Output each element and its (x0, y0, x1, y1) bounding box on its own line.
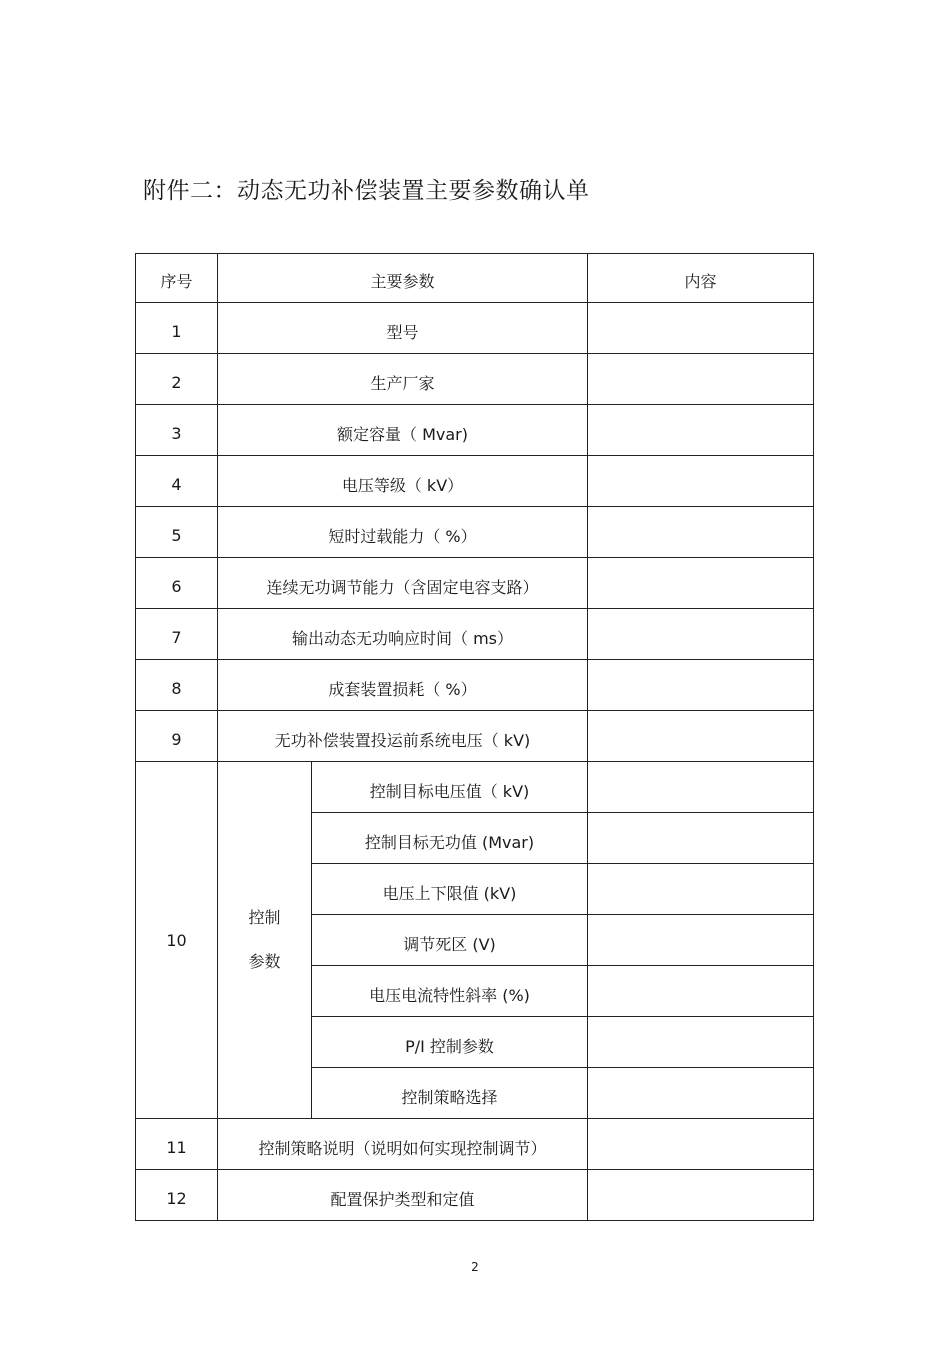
sub-parameter: 调节死区 (V) (312, 915, 588, 966)
row-index: 9 (136, 711, 218, 762)
row-content-cell[interactable] (588, 609, 814, 660)
sub-parameter: 控制目标无功值 (Mvar) (312, 813, 588, 864)
table-row (136, 711, 814, 762)
row-parameter: 成套装置损耗（ %） (218, 660, 588, 711)
row-index: 5 (136, 507, 218, 558)
sub-parameter: P/I 控制参数 (312, 1017, 588, 1068)
sub-parameter: 控制目标电压值（ kV) (312, 762, 588, 813)
row-index: 8 (136, 660, 218, 711)
parameter-table (135, 253, 814, 1221)
row-content-cell[interactable] (588, 966, 814, 1017)
row-parameter: 无功补偿装置投运前系统电压（ kV) (218, 711, 588, 762)
table-row (136, 507, 814, 558)
sub-parameter: 控制策略选择 (312, 1068, 588, 1119)
row-parameter: 连续无功调节能力（含固定电容支路） (218, 558, 588, 609)
header-index: 序号 (136, 254, 218, 303)
row-index: 1 (136, 303, 218, 354)
group-label-line: 控制 (248, 908, 281, 927)
row-content-cell[interactable] (588, 1017, 814, 1068)
row-content-cell[interactable] (588, 507, 814, 558)
table-row (136, 405, 814, 456)
row-index: 7 (136, 609, 218, 660)
table-row (136, 303, 814, 354)
row-content-cell[interactable] (588, 1119, 814, 1170)
row-content-cell[interactable] (588, 1170, 814, 1221)
row-content-cell[interactable] (588, 1068, 814, 1119)
table-row (136, 1119, 814, 1170)
table-row (136, 609, 814, 660)
row-content-cell[interactable] (588, 660, 814, 711)
table-row (136, 1170, 814, 1221)
row-index: 3 (136, 405, 218, 456)
row-content-cell[interactable] (588, 558, 814, 609)
row-parameter: 配置保护类型和定值 (218, 1170, 588, 1221)
row-parameter: 额定容量（ Mvar) (218, 405, 588, 456)
row-parameter: 控制策略说明（说明如何实现控制调节） (218, 1119, 588, 1170)
sub-parameter: 电压电流特性斜率 (%) (312, 966, 588, 1017)
row-index: 12 (136, 1170, 218, 1221)
row-content-cell[interactable] (588, 762, 814, 813)
row-index: 2 (136, 354, 218, 405)
row-parameter: 生产厂家 (218, 354, 588, 405)
table-row (136, 558, 814, 609)
row-content-cell[interactable] (588, 813, 814, 864)
group-label (218, 762, 312, 1119)
row-content-cell[interactable] (588, 354, 814, 405)
header-parameter: 主要参数 (218, 254, 588, 303)
row-parameter: 输出动态无功响应时间（ ms） (218, 609, 588, 660)
table-row (136, 456, 814, 507)
table-row (136, 354, 814, 405)
group-label-line: 参数 (248, 952, 281, 971)
row-index: 11 (136, 1119, 218, 1170)
row-index: 6 (136, 558, 218, 609)
row-parameter: 短时过载能力（ %） (218, 507, 588, 558)
table-header-row (136, 254, 814, 303)
row-parameter: 型号 (218, 303, 588, 354)
page-number: 2 (471, 1260, 479, 1274)
row-content-cell[interactable] (588, 456, 814, 507)
row-content-cell[interactable] (588, 303, 814, 354)
row-content-cell[interactable] (588, 864, 814, 915)
page-title: 附件二：动态无功补偿装置主要参数确认单 (143, 178, 590, 204)
row-content-cell[interactable] (588, 711, 814, 762)
row-parameter: 电压等级（ kV） (218, 456, 588, 507)
sub-parameter: 电压上下限值 (kV) (312, 864, 588, 915)
row-index: 4 (136, 456, 218, 507)
group-index: 10 (136, 762, 218, 1119)
row-content-cell[interactable] (588, 405, 814, 456)
header-content: 内容 (588, 254, 814, 303)
row-content-cell[interactable] (588, 915, 814, 966)
table-row (136, 660, 814, 711)
table-row (136, 762, 814, 813)
